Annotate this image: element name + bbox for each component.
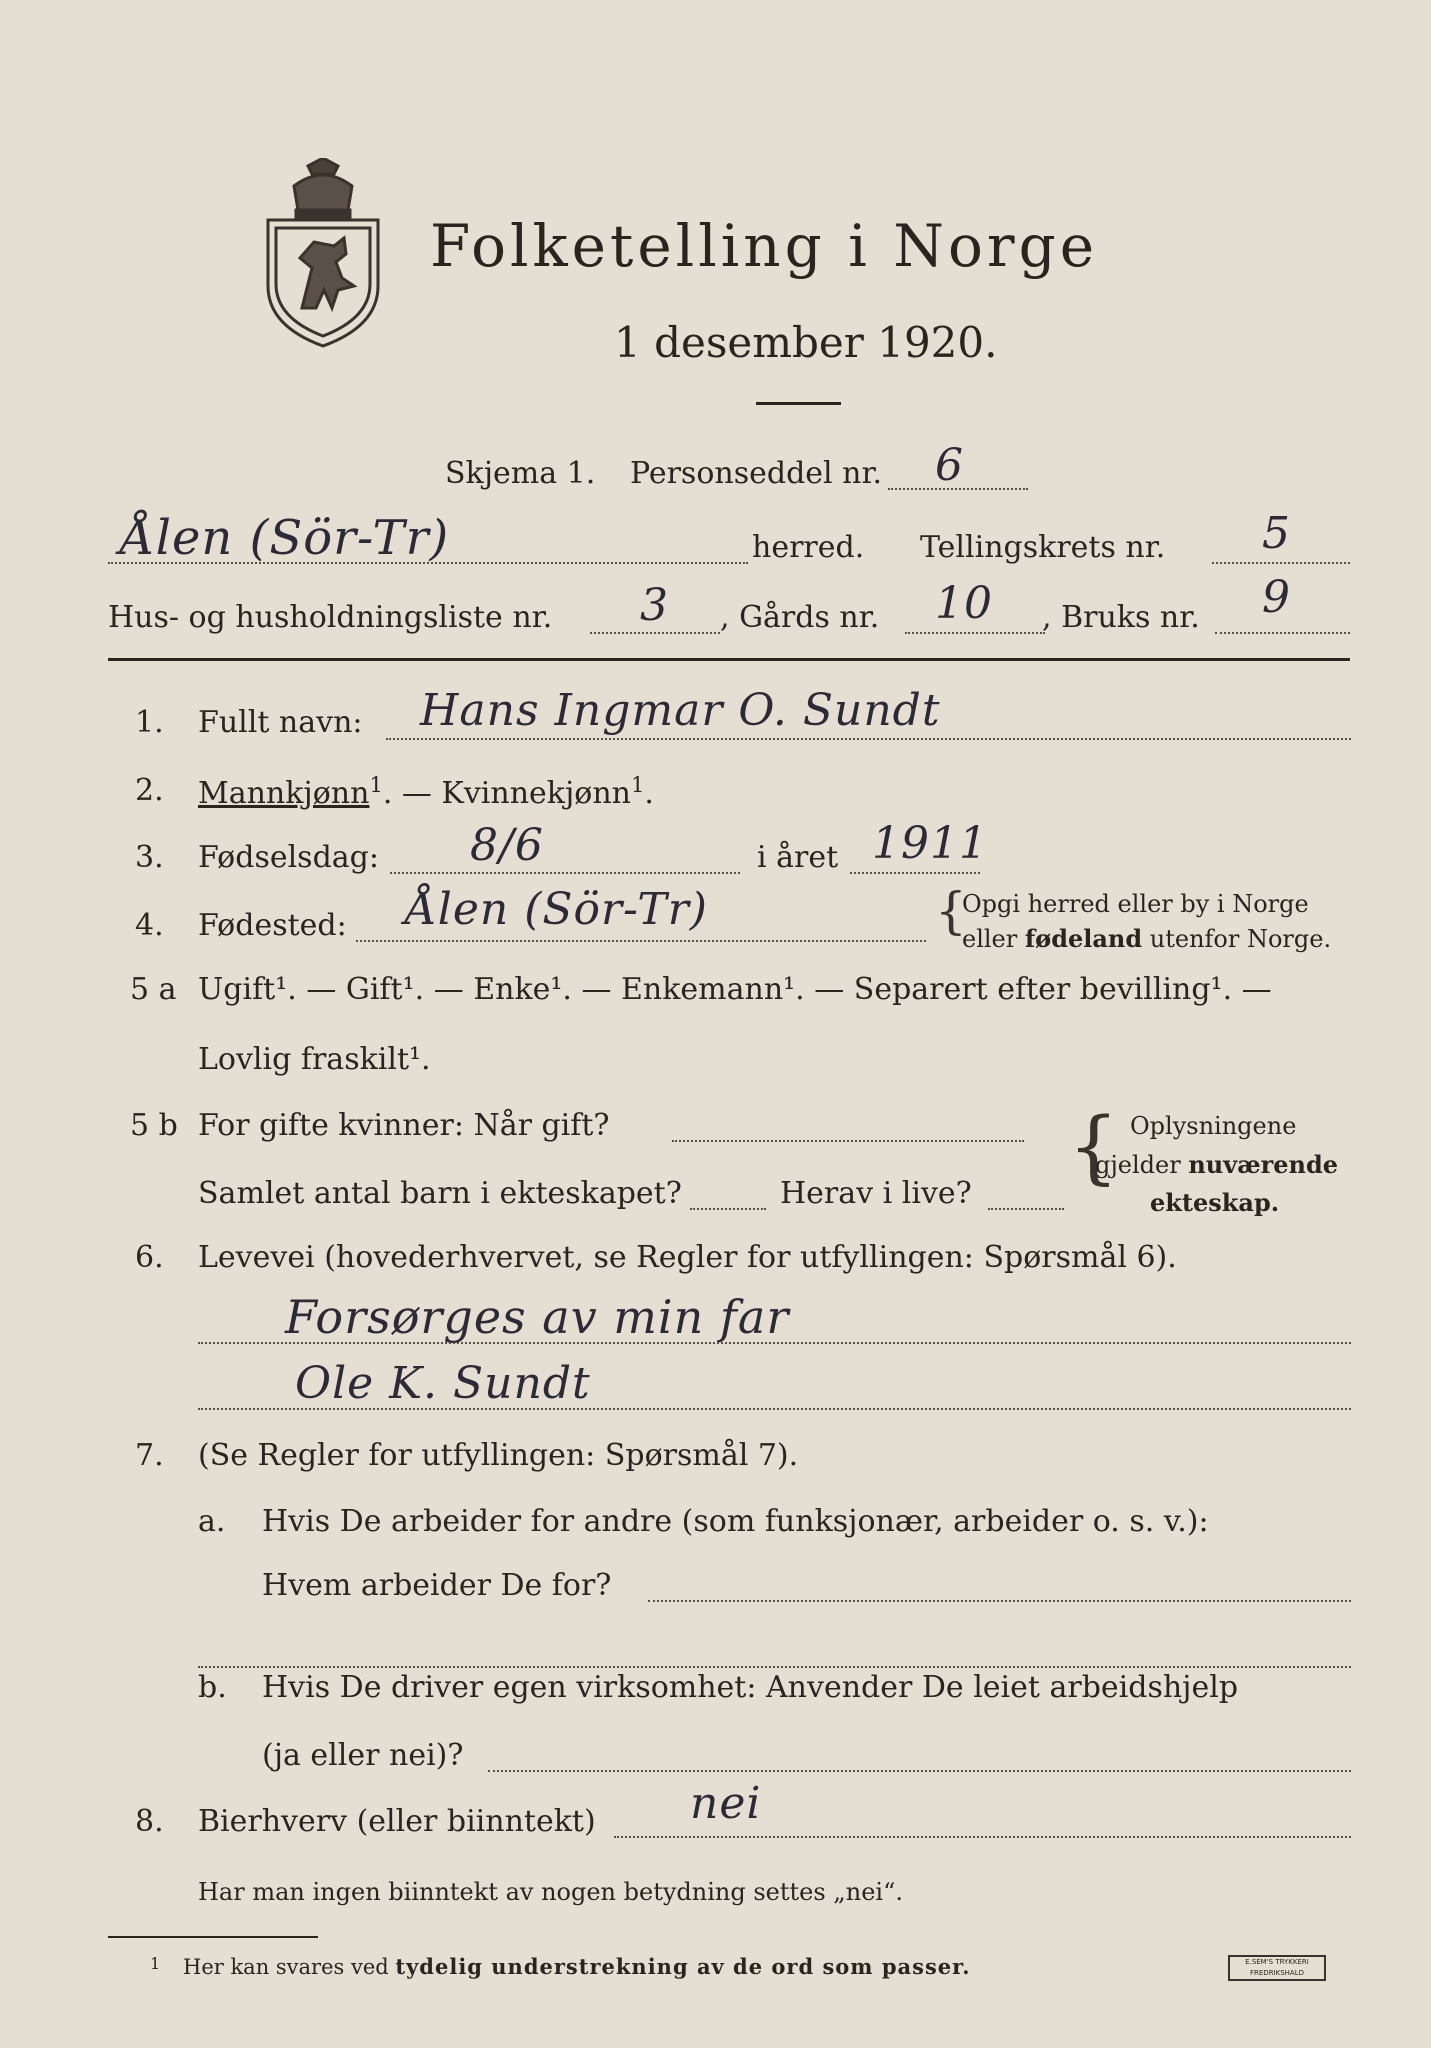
q7a-line-2 bbox=[198, 1666, 1351, 1668]
q3-year-label: i året bbox=[757, 840, 839, 875]
q7-label: (Se Regler for utfyllingen: Spørsmål 7). bbox=[198, 1438, 799, 1473]
q7a-question-1: Hvis De arbeider for andre (som funksjonær, arbeider o. s. v.): bbox=[262, 1504, 1209, 1539]
q1-value: Hans Ingmar O. Sundt bbox=[420, 685, 941, 736]
footnote-rule bbox=[108, 1936, 318, 1938]
q4-note-1: Opgi herred eller by i Norge bbox=[962, 890, 1309, 918]
gards-value: 10 bbox=[935, 578, 993, 629]
footnote-text: Her kan svares ved tydelig understrekning av de ord som passer. bbox=[183, 1954, 971, 1979]
q2-male-option: Mannkjønn bbox=[198, 776, 370, 811]
q4-brace: { bbox=[935, 882, 967, 940]
herred-value: Ålen (Sör-Tr) bbox=[120, 510, 450, 566]
q5a-options-line-2: Lovlig fraskilt¹. bbox=[198, 1042, 431, 1077]
q6-line-2 bbox=[198, 1408, 1351, 1410]
coat-of-arms-icon bbox=[262, 158, 384, 348]
q6-number: 6. bbox=[135, 1240, 164, 1275]
tellingskrets-value: 5 bbox=[1262, 508, 1291, 559]
personseddel-value: 6 bbox=[935, 440, 964, 491]
husliste-label: Hus- og husholdningsliste nr. bbox=[108, 600, 553, 635]
q7a-number: a. bbox=[198, 1504, 226, 1539]
q8-value: nei bbox=[690, 1778, 762, 1829]
gards-label: , Gårds nr. bbox=[720, 600, 880, 635]
q6-line-1 bbox=[198, 1342, 1351, 1344]
q5b-children-label: Samlet antal barn i ekteskapet? bbox=[198, 1176, 682, 1211]
footnote-number: 1 bbox=[150, 1954, 161, 1973]
form-date: 1 desember 1920. bbox=[614, 318, 998, 367]
personseddel-label: Personseddel nr. bbox=[630, 456, 883, 491]
q4-label: Fødested: bbox=[198, 908, 347, 943]
q7-number: 7. bbox=[135, 1438, 164, 1473]
q6-answer-line-1: Forsørges av min far bbox=[285, 1290, 790, 1344]
q4-value: Ålen (Sör-Tr) bbox=[405, 884, 708, 935]
q8-label: Bierhverv (eller biinntekt) bbox=[198, 1804, 596, 1839]
bruks-label: , Bruks nr. bbox=[1042, 600, 1200, 635]
q7b-question-2: (ja eller nei)? bbox=[262, 1738, 464, 1773]
q5b-married-line bbox=[672, 1140, 1024, 1142]
title-divider bbox=[756, 402, 841, 405]
q5b-married-label: For gifte kvinner: Når gift? bbox=[198, 1108, 610, 1143]
q5b-children-line bbox=[690, 1208, 766, 1210]
q7a-line-1 bbox=[648, 1600, 1351, 1602]
bruks-value: 9 bbox=[1262, 572, 1291, 623]
tellingskrets-line bbox=[1212, 562, 1350, 564]
herred-line bbox=[108, 562, 748, 564]
q5b-note-1: Oplysningene bbox=[1130, 1112, 1297, 1140]
header-rule bbox=[108, 658, 1350, 661]
bruks-line bbox=[1215, 632, 1350, 634]
q5b-note-2: gjelder nuværende bbox=[1095, 1150, 1339, 1179]
q3-birthdate-value: 8/6 bbox=[470, 820, 544, 871]
q3-number: 3. bbox=[135, 840, 164, 875]
q1-label: Fullt navn: bbox=[198, 705, 363, 740]
q6-label: Levevei (hovederhvervet, se Regler for utfyllingen: Spørsmål 6). bbox=[198, 1240, 1177, 1275]
q7a-question-2: Hvem arbeider De for? bbox=[262, 1568, 612, 1603]
gards-line bbox=[905, 632, 1045, 634]
q8-number: 8. bbox=[135, 1804, 164, 1839]
footer-note: Har man ingen biinntekt av nogen betydning settes „nei“. bbox=[198, 1878, 903, 1906]
herred-label: herred. bbox=[752, 530, 865, 565]
q2-number: 2. bbox=[135, 773, 164, 808]
q5b-alive-line bbox=[988, 1208, 1064, 1210]
husliste-line bbox=[590, 632, 720, 634]
q3-date-line bbox=[390, 872, 740, 874]
q5b-note-3: ekteskap. bbox=[1150, 1188, 1280, 1217]
q3-year-value: 1911 bbox=[872, 818, 988, 869]
tellingskrets-label: Tellingskrets nr. bbox=[920, 530, 1166, 565]
q1-line bbox=[386, 738, 1351, 740]
q5b-brace: { bbox=[1068, 1100, 1119, 1193]
q6-answer-line-2: Ole K. Sundt bbox=[295, 1358, 591, 1409]
q5b-alive-label: Herav i live? bbox=[780, 1176, 972, 1211]
q5a-options-line-1: Ugift¹. — Gift¹. — Enke¹. — Enkemann¹. — Separert efter bevilling¹. — bbox=[198, 972, 1272, 1007]
q7b-line bbox=[488, 1770, 1351, 1772]
printer-stamp: E.SEM'S TRYKKERI FREDRIKSHALD bbox=[1228, 1955, 1326, 1981]
q8-line bbox=[614, 1836, 1351, 1838]
q7b-question-1: Hvis De driver egen virksomhet: Anvender De leiet arbeidshjelp bbox=[262, 1670, 1239, 1705]
form-title: Folketelling i Norge bbox=[430, 212, 1099, 280]
q3-year-line bbox=[850, 872, 980, 874]
q4-line bbox=[356, 940, 926, 942]
q4-note-2: eller fødeland utenfor Norge. bbox=[962, 924, 1332, 953]
q5a-number: 5 a bbox=[130, 972, 177, 1007]
q5b-number: 5 b bbox=[130, 1108, 178, 1143]
q7b-number: b. bbox=[198, 1670, 227, 1705]
q2-female-option: Kvinnekjønn bbox=[441, 776, 631, 811]
husliste-value: 3 bbox=[640, 580, 669, 631]
skjema-label: Skjema 1. bbox=[445, 456, 596, 491]
q2-gender: Mannkjønn$^1$. — Kvinnekjønn$^1$. bbox=[198, 773, 654, 811]
q1-number: 1. bbox=[135, 705, 164, 740]
q3-label: Fødselsdag: bbox=[198, 840, 379, 875]
q4-number: 4. bbox=[135, 908, 164, 943]
